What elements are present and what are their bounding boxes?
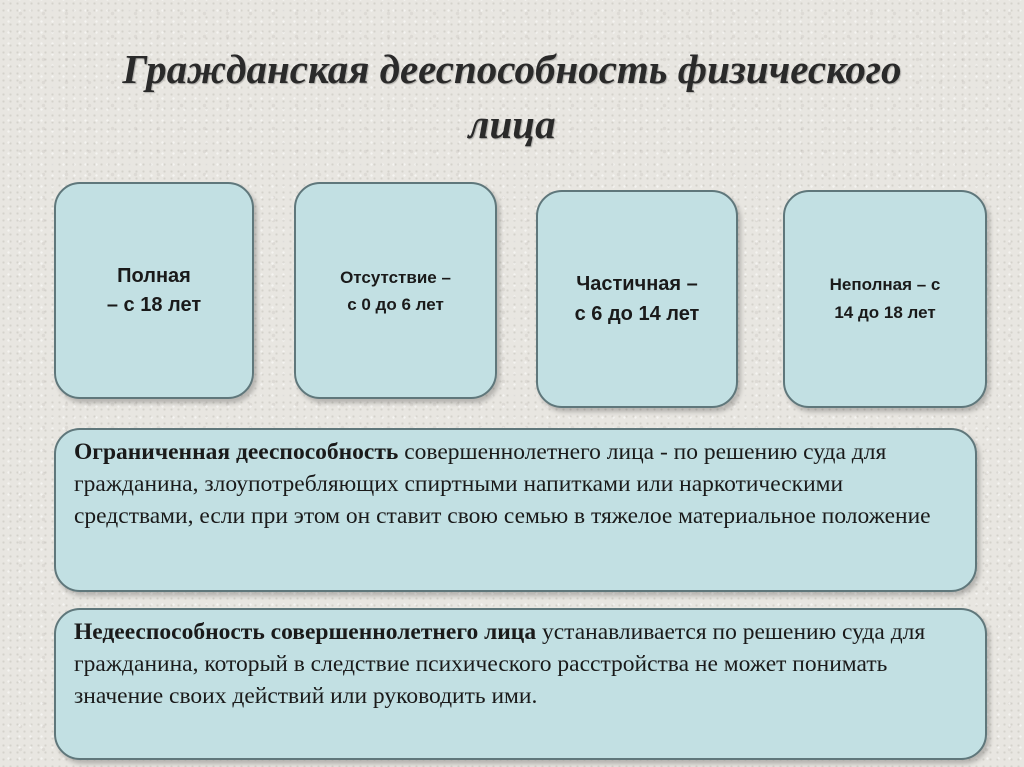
card-incomplete-line2: 14 до 18 лет [834,303,936,322]
card-incomplete-line1: Неполная – с [829,275,941,294]
card-partial [536,190,738,408]
slide-title-line2: лица [468,101,556,147]
incapacity-text: устанавливается по решению суда для гражданина, который в следствие психического расстройства не может понимать значение своих действий или руководить ими. [74,619,926,709]
card-absence-line2: с 0 до 6 лет [347,294,444,314]
limited-capacity-box [54,428,977,592]
card-full-line2: – с 18 лет [106,293,202,316]
card-full-line1: Полная [117,264,191,287]
slide-title-line1: Гражданская дееспособность физического [122,46,902,92]
card-absence-line1: Отсутствие – [340,267,451,287]
incapacity-term: Недееспособность совершеннолетнего лица [74,619,537,645]
limited-capacity-term: Ограниченная дееспособность [74,439,399,465]
card-absence [294,182,497,399]
card-partial-line1: Частичная – [576,273,698,295]
card-partial-line2: с 6 до 14 лет [574,303,700,325]
limited-capacity-text: совершеннолетнего лица - по решению суда для гражданина, злоупотребляющих спиртными напитками или наркотическими средствами, если при этом он ставит свою семью в тяжелое материальное положение [74,439,931,529]
slide-title [40,42,984,152]
card-incomplete [783,190,987,408]
card-full [54,182,254,399]
incapacity-box [54,608,987,760]
